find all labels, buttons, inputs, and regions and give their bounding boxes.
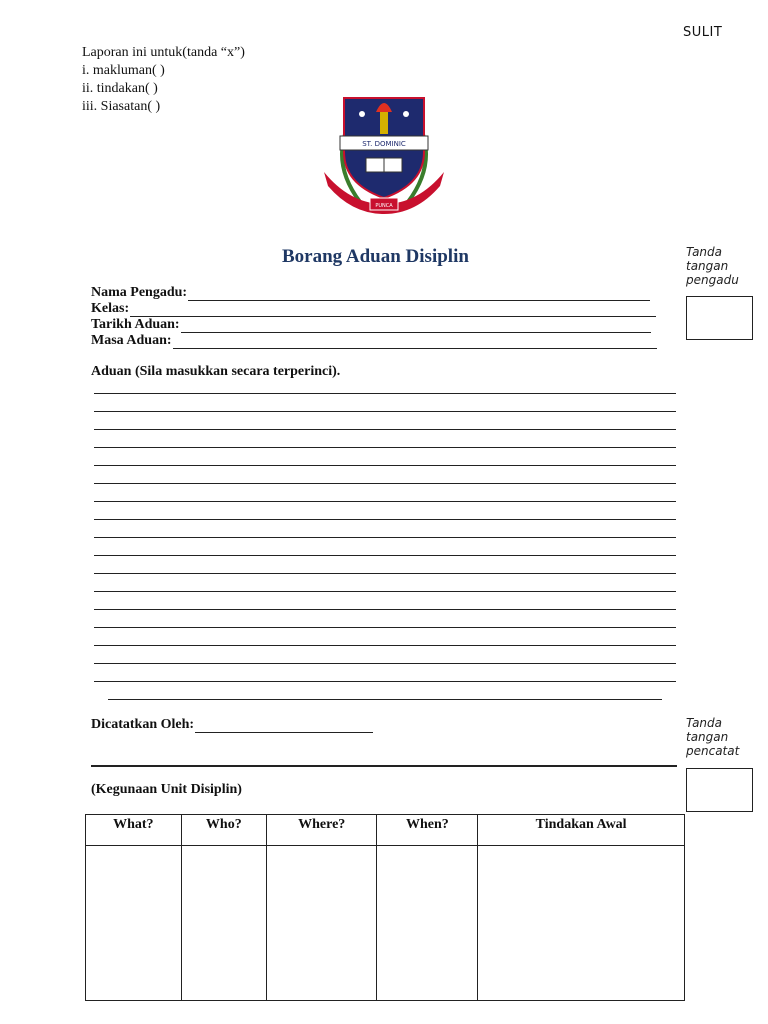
field-nama-pengadu[interactable]: Nama Pengadu: — [91, 285, 657, 301]
complainant-signature-label: Tanda tangan pengadu — [686, 245, 739, 287]
unit-disiplin-label: (Kegunaan Unit Disiplin) — [91, 782, 242, 797]
cell-where[interactable] — [267, 846, 377, 1001]
complainant-signature-box[interactable] — [686, 296, 753, 340]
cell-tindakan-awal[interactable] — [478, 846, 685, 1001]
cell-what[interactable] — [86, 846, 182, 1001]
col-tindakan-awal: Tindakan Awal — [478, 815, 685, 846]
report-purpose-intro: Laporan ini untuk(tanda “x”) — [82, 45, 245, 60]
complaint-label: Aduan (Sila masukkan secara terperinci). — [91, 364, 341, 379]
field-tarikh-aduan[interactable]: Tarikh Aduan: — [91, 317, 657, 333]
field-masa-aduan[interactable]: Masa Aduan: — [91, 333, 657, 349]
svg-text:S.M.: S.M. — [350, 143, 363, 150]
option-makluman[interactable]: i. makluman( ) — [82, 63, 165, 78]
field-kelas[interactable]: Kelas: — [91, 301, 657, 317]
recorded-by — [91, 717, 373, 733]
svg-text:PUNCA: PUNCA — [375, 203, 393, 209]
option-siasatan[interactable]: iii. Siasatan( ) — [82, 99, 161, 114]
col-what: What? — [86, 815, 182, 846]
cell-who[interactable] — [181, 846, 266, 1001]
table-header-row — [86, 815, 685, 846]
discipline-table — [85, 814, 685, 1001]
col-where: Where? — [267, 815, 377, 846]
cell-when[interactable] — [377, 846, 478, 1001]
table-row — [86, 846, 685, 1001]
report-purpose — [82, 44, 245, 116]
classification-label: SULIT — [683, 25, 723, 40]
option-tindakan[interactable]: ii. tindakan( ) — [82, 81, 158, 96]
recorder-signature-label: Tanda tangan pencatat — [686, 716, 740, 758]
school-crest-logo — [320, 92, 448, 216]
field-dicatatkan-oleh[interactable]: Dicatatkan Oleh: — [91, 717, 373, 733]
col-who: Who? — [181, 815, 266, 846]
form-title: Borang Aduan Disiplin — [282, 246, 469, 267]
complainant-fields — [91, 285, 657, 349]
crest-banner-text: ST. DOMINIC — [362, 140, 406, 148]
col-when: When? — [377, 815, 478, 846]
section-divider — [91, 765, 677, 767]
recorder-signature-box[interactable] — [686, 768, 753, 812]
svg-text:L.D.: L.D. — [412, 143, 424, 150]
